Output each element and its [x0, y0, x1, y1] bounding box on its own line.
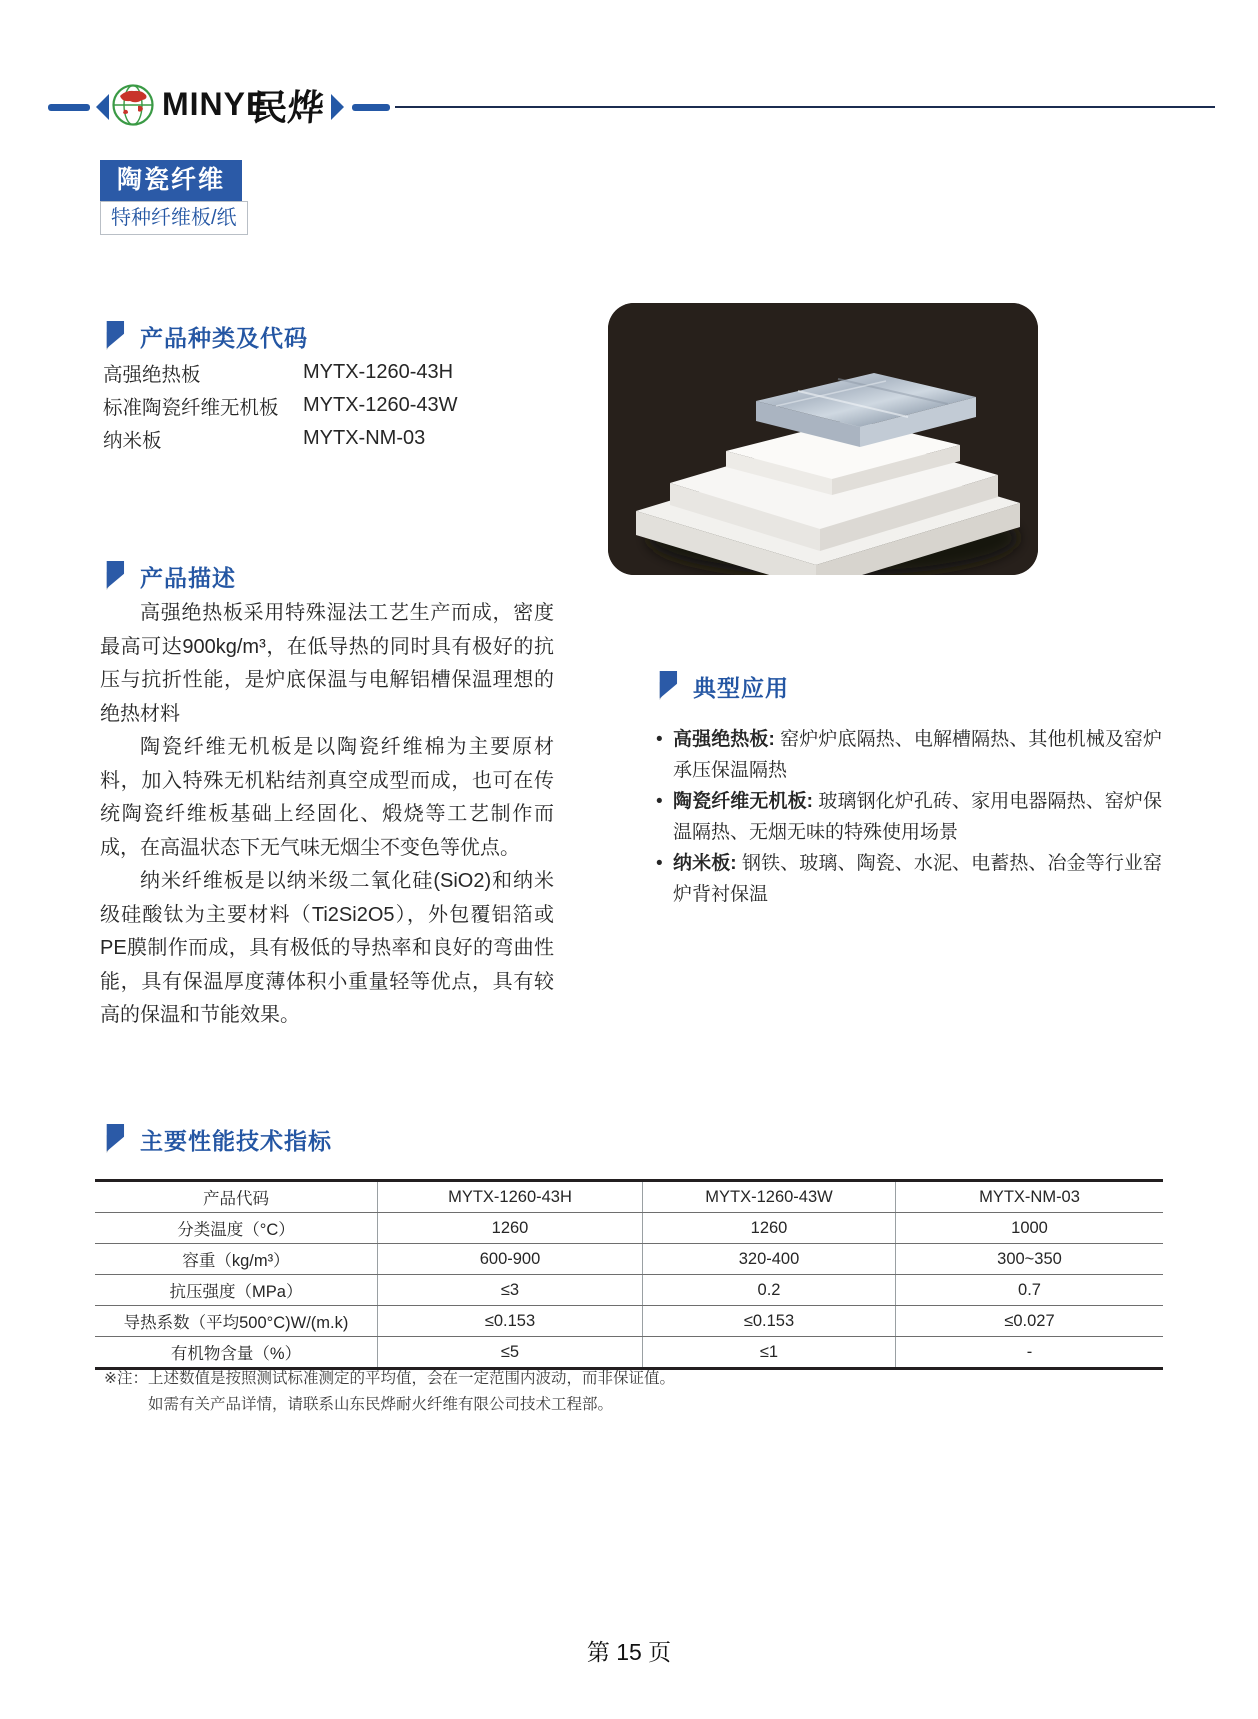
table-cell: 1000 — [895, 1213, 1163, 1243]
brand-name-cn: 民烨 — [250, 87, 326, 129]
table-cell: ≤0.153 — [377, 1306, 642, 1336]
header-rule — [395, 106, 1215, 108]
product-code: MYTX-1260-43W — [303, 394, 458, 416]
table-cell: MYTX-NM-03 — [895, 1182, 1163, 1212]
description-paragraph: 高强绝热板采用特殊湿法工艺生产而成，密度最高可达900kg/m³，在低导热的同时具有极好的抗压与抗折性能，是炉底保温与电解铝槽保温理想的绝热材料 — [100, 602, 554, 725]
list-item — [656, 724, 1162, 786]
table-row — [95, 1275, 1163, 1306]
description-paragraph: 陶瓷纤维无机板是以陶瓷纤维棉为主要原材料，加入特殊无机粘结剂真空成型而成，也可在传统陶瓷纤维板基础上经固化、煅烧等工艺制作而成，在高温状态下无气味无烟尘不变色等优点。 — [100, 736, 554, 859]
flag-ribbon-icon — [656, 671, 678, 702]
list-item — [103, 422, 563, 455]
triangle-right-icon — [331, 94, 344, 120]
product-name: 高强绝热板 — [103, 363, 201, 386]
table-row — [95, 1244, 1163, 1275]
list-item — [103, 389, 563, 422]
flag-ribbon-icon — [103, 321, 125, 352]
row-label: 产品代码 — [203, 1190, 269, 1208]
product-name: 标准陶瓷纤维无机板 — [103, 396, 279, 419]
table-cell: MYTX-1260-43W — [642, 1182, 895, 1212]
note-line: ※注：上述数值是按照测试标准测定的平均值，会在一定范围内波动，而非保证值。 — [104, 1370, 675, 1387]
row-label: 分类温度（°C） — [177, 1221, 295, 1239]
triangle-left-icon — [96, 94, 109, 120]
specs-table — [95, 1179, 1163, 1370]
brand-name-en: MINYE — [162, 86, 269, 122]
table-cell: 300~350 — [895, 1244, 1163, 1274]
product-photo — [608, 303, 1038, 575]
application-label: 陶瓷纤维无机板: — [673, 791, 813, 812]
table-cell: ≤5 — [377, 1337, 642, 1367]
list-item — [103, 356, 563, 389]
product-description — [100, 597, 554, 1033]
table-row — [95, 1337, 1163, 1367]
globe-logo-icon — [112, 84, 154, 126]
section-heading-description: 产品描述 — [103, 560, 236, 593]
bullet-icon: • — [656, 791, 663, 812]
application-label: 纳米板: — [673, 853, 737, 874]
page-subtitle: 特种纤维板/纸 — [100, 201, 248, 235]
application-text: 窑炉炉底隔热、电解槽隔热、其他机械及窑炉承压保温隔热 — [673, 729, 1163, 781]
flag-ribbon-icon — [103, 561, 125, 592]
description-paragraph: 纳米纤维板是以纳米级二氧化硅(SiO2)和纳米级硅酸钛为主要材料（Ti2Si2O5），外包覆铝箔或PE膜制作而成，具有极低的导热率和良好的弯曲性能，具有保温厚度薄体积小重量轻等优点，具有较高的保温和节能效果。 — [100, 870, 554, 1026]
bullet-icon: • — [656, 853, 663, 874]
page-title: 陶瓷纤维 — [100, 160, 242, 201]
table-cell: ≤0.027 — [895, 1306, 1163, 1336]
product-type-list — [103, 356, 563, 455]
table-cell: ≤3 — [377, 1275, 642, 1305]
application-text: 钢铁、玻璃、陶瓷、水泥、电蓄热、冶金等行业窑炉背衬保温 — [673, 853, 1163, 905]
row-label: 抗压强度（MPa） — [169, 1283, 303, 1301]
table-cell: 1260 — [642, 1213, 895, 1243]
row-label: 有机物含量（%） — [170, 1345, 302, 1363]
bullet-icon: • — [656, 729, 663, 750]
table-cell: 0.2 — [642, 1275, 895, 1305]
product-name: 纳米板 — [103, 429, 162, 452]
table-row — [95, 1182, 1163, 1213]
table-cell: 600-900 — [377, 1244, 642, 1274]
table-row — [95, 1306, 1163, 1337]
brand-dash-right — [352, 104, 390, 111]
table-cell: 320-400 — [642, 1244, 895, 1274]
table-cell: 0.7 — [895, 1275, 1163, 1305]
list-item — [656, 786, 1162, 848]
brand-dash-left — [48, 104, 90, 111]
application-label: 高强绝热板: — [673, 729, 775, 750]
table-notes — [104, 1366, 675, 1418]
table-cell: - — [895, 1337, 1163, 1367]
row-label: 容重（kg/m³） — [182, 1252, 290, 1270]
section-heading-types: 产品种类及代码 — [103, 320, 308, 353]
table-cell: ≤0.153 — [642, 1306, 895, 1336]
table-row — [95, 1213, 1163, 1244]
applications-list — [656, 724, 1162, 910]
section-heading-specs: 主要性能技术指标 — [103, 1123, 332, 1156]
fiber-boards-image — [608, 303, 1038, 575]
table-cell: MYTX-1260-43H — [377, 1182, 642, 1212]
flag-ribbon-icon — [103, 1124, 125, 1155]
list-item — [656, 848, 1162, 910]
product-code: MYTX-NM-03 — [303, 427, 426, 449]
application-text: 玻璃钢化炉孔砖、家用电器隔热、窑炉保温隔热、无烟无味的特殊使用场景 — [673, 791, 1163, 843]
page-number: 第 15 页 — [586, 1639, 672, 1665]
section-heading-applications: 典型应用 — [656, 670, 789, 703]
product-code: MYTX-1260-43H — [303, 361, 454, 383]
page-header — [0, 0, 1258, 140]
note-line: 如需有关产品详情，请联系山东民烨耐火纤维有限公司技术工程部。 — [148, 1396, 614, 1413]
table-cell: 1260 — [377, 1213, 642, 1243]
row-label: 导热系数（平均500°C)W/(m.k) — [123, 1314, 349, 1332]
table-cell: ≤1 — [642, 1337, 895, 1367]
